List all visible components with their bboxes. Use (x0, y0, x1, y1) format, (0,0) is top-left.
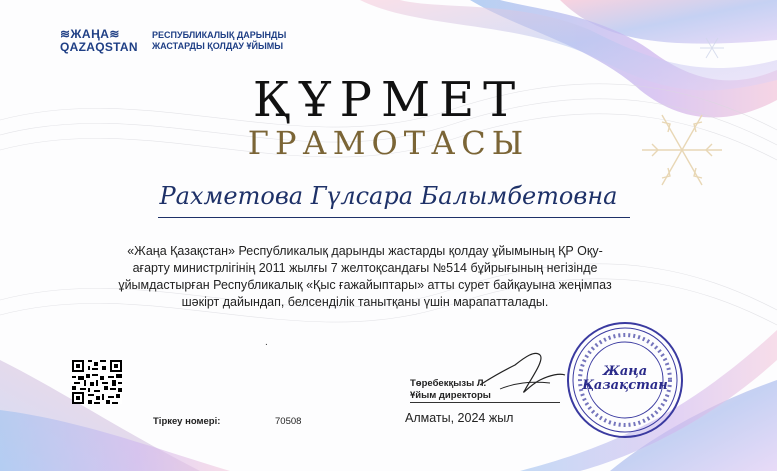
organization-line-1: РЕСПУБЛИКАЛЫҚ ДАРЫНДЫ (152, 30, 287, 40)
title-main: ҚҰРМЕТ (252, 72, 525, 128)
director-name: Төребекқызы Л. (410, 378, 487, 389)
qr-code-icon[interactable] (72, 360, 122, 404)
stamp-text (565, 365, 685, 393)
recipient-name: Рахметова Гүлсара Балымбетовна (159, 182, 618, 210)
place-and-date: Алматы, 2024 жыл (405, 411, 514, 425)
registration-label: Тіркеу номері: (153, 416, 221, 427)
signature-icon (470, 345, 570, 405)
stamp-line-2: Қазақстан (582, 378, 668, 393)
mark: . (265, 337, 268, 348)
title-sub: ГРАМОТАСЫ (247, 124, 530, 162)
stamp-line-1: Жаңа (602, 364, 648, 379)
award-text: «Жаңа Қазақстан» Республикалық дарынды жастарды қолдау ұйымының ҚР Оқу-ағарту министрлігінің 2011 жылғы 7 желтоқсандағы №514 бұйрығының негізінде ұйымдастырған Республикалық «Қыс ғажайыптары» атты сурет байқауына жеңімпаз шәкірт дайындап, белсенділік танытқаны үшін марапатталады. (118, 244, 612, 309)
logo (60, 28, 138, 54)
logo-text-top: ≋ЖАҢА≋ (60, 27, 120, 41)
name-underline (158, 217, 630, 218)
logo-text-bottom: QAZAQSTAN (60, 40, 138, 54)
director-title: Ұйым директоры (410, 390, 491, 401)
organization-line-2: ЖАСТАРДЫ ҚОЛДАУ ҰЙЫМЫ (152, 41, 284, 51)
registration-number: 70508 (275, 416, 302, 427)
organization-name (152, 30, 286, 52)
